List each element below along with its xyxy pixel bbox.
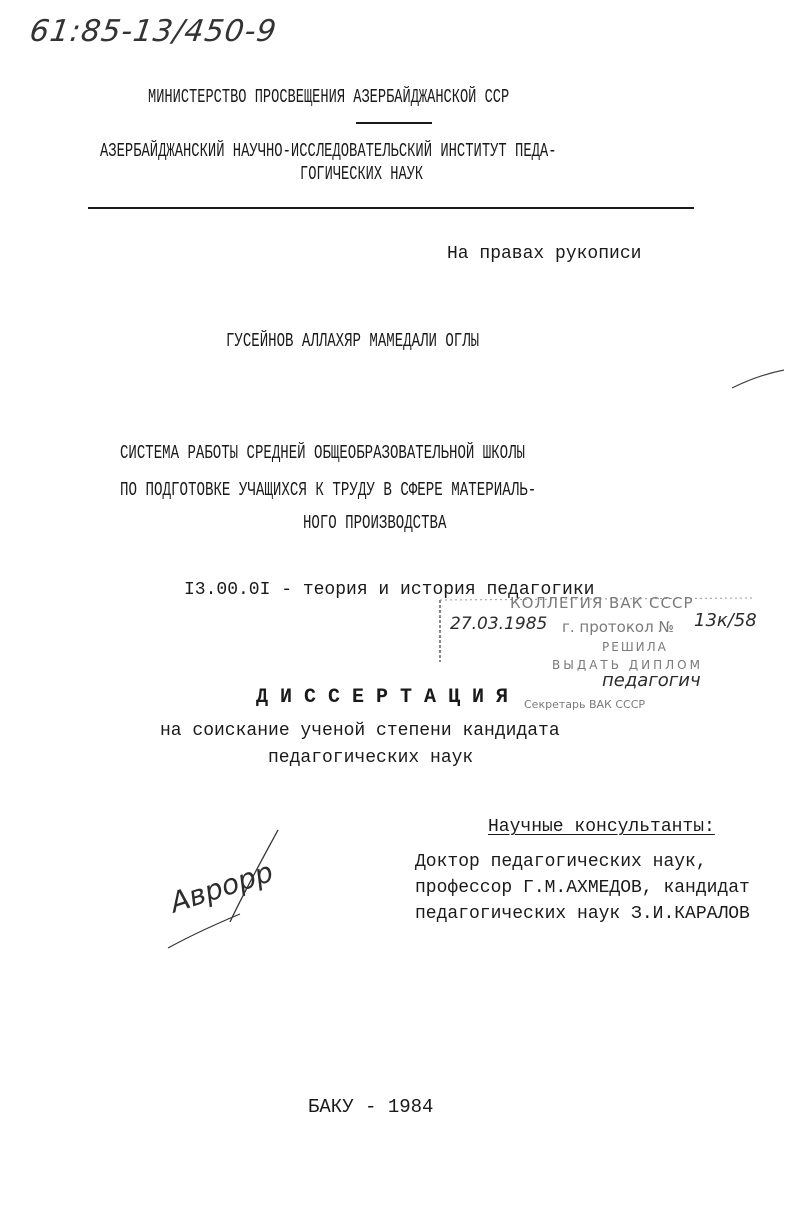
ministry-title: МИНИСТЕРСТВО ПРОСВЕЩЕНИЯ АЗЕРБАЙДЖАНСКОЙ ССР (148, 86, 510, 108)
document-type: Д И С С Е Р Т А Ц И Я (256, 686, 509, 709)
author-signature: Аврорр (166, 855, 278, 920)
institute-line1-wrapper (100, 140, 727, 162)
short-divider (356, 122, 432, 124)
signature-stroke (160, 826, 290, 954)
specialty-code: I3.00.0I - теория и история педагогики (184, 580, 595, 600)
city-year: БАКУ - 1984 (308, 1096, 434, 1118)
margin-mark (730, 368, 786, 392)
stamp-issue-diploma: ВЫДАТЬ ДИПЛОМ (552, 658, 703, 672)
title-line3-wrapper (303, 512, 497, 534)
stamp-date: 27.03.1985 (450, 614, 548, 634)
dissertation-title-line2: ПО ПОДГОТОВКЕ УЧАЩИХСЯ К ТРУДУ В СФЕРЕ МАТЕРИАЛЬ- (120, 479, 537, 501)
stamp-field-handwritten: педагогич (602, 670, 701, 691)
consultant-line2: профессор Г.М.АХМЕДОВ, кандидат (415, 878, 750, 898)
consultants-heading: Научные консультанты: (488, 817, 715, 837)
institute-line2-wrapper (300, 163, 471, 185)
degree-line2: педагогических наук (268, 748, 474, 768)
header-divider (88, 207, 694, 209)
stamp-protocol-number: 13к/58 (694, 610, 757, 631)
degree-line1: на соискание ученой степени кандидата (160, 721, 560, 741)
ministry-line-wrapper (148, 86, 650, 108)
stamp-protocol-text: г. протокол № (562, 618, 675, 636)
dissertation-title-line1: СИСТЕМА РАБОТЫ СРЕДНЕЙ ОБЩЕОБРАЗОВАТЕЛЬНОЙ ШКОЛЫ (120, 442, 525, 464)
consultant-line3: педагогических наук З.И.КАРАЛОВ (415, 904, 750, 924)
consultant-line1: Доктор педагогических наук, (415, 852, 707, 872)
stamp-line-collegium: КОЛЛЕГИЯ ВАК СССР (510, 594, 694, 612)
stamp-decided: РЕШИЛА (602, 640, 668, 654)
manuscript-note: На правах рукописи (447, 244, 642, 264)
dissertation-title-line3: НОГО ПРОИЗВОДСТВА (303, 512, 447, 534)
stamp-secretary: Секретарь ВАК СССР (524, 698, 646, 711)
title-line2-wrapper (120, 479, 679, 501)
title-line1-wrapper (120, 442, 667, 464)
author-wrapper (226, 330, 568, 352)
institute-name-line1: АЗЕРБАЙДЖАНСКИЙ НАУЧНО-ИССЛЕДОВАТЕЛЬСКИЙ ИНСТИТУТ ПЕДА- (100, 140, 557, 162)
institute-name-line2: ГОГИЧЕСКИХ НАУК (300, 163, 424, 185)
archive-code: 61:85-13/450-9 (27, 14, 280, 49)
author-name: ГУСЕЙНОВ АЛЛАХЯР МАМЕДАЛИ ОГЛЫ (226, 330, 480, 352)
